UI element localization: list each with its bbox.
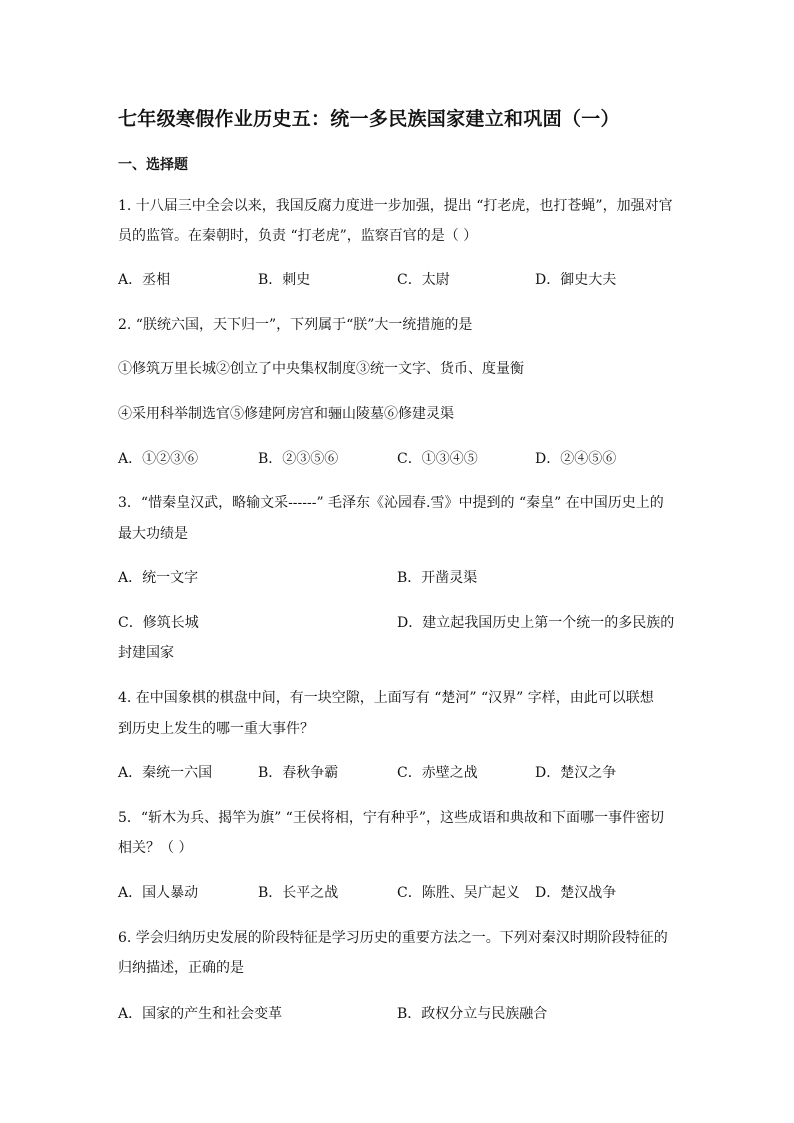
- question-2-option-a: A．①②③⑥: [118, 451, 199, 467]
- question-2-line-3: ④采用科举制选官⑤修建阿房宫和骊山陵墓⑥修建灵渠: [118, 406, 454, 422]
- question-1-option-b: B．刺史: [258, 272, 311, 288]
- question-3-line-1: 3．“惜秦皇汉武，略输文采------” 毛泽东《沁园春.雪》中提到的 “秦皇” 在中国历史上的: [118, 495, 664, 511]
- question-3-option-a: A．统一文字: [118, 570, 199, 586]
- question-3-line-2: 最大功绩是: [118, 526, 188, 542]
- document-title: 七年级寒假作业历史五：统一多民族国家建立和巩固（一）: [118, 108, 620, 130]
- question-6-option-a: A．国家的产生和社会变革: [118, 1006, 283, 1022]
- question-3-option-d-continuation: 封建国家: [118, 645, 174, 661]
- question-1-option-d: D．御史大夫: [535, 272, 617, 288]
- question-5-option-d: D．楚汉战争: [535, 885, 617, 901]
- question-2-line-2: ①修筑万里长城②创立了中央集权制度③统一文字、货币、度量衡: [118, 361, 524, 377]
- question-6-option-b: B．政权分立与民族融合: [397, 1006, 548, 1022]
- question-4-option-b: B．春秋争霸: [258, 765, 339, 781]
- question-2-option-c: C．①③④⑤: [397, 451, 478, 467]
- question-2-line-1: 2. “朕统六国，天下归一”，下列属于“朕”大一统措施的是: [118, 317, 473, 333]
- question-3-option-b: B．开凿灵渠: [397, 570, 478, 586]
- question-6-line-1: 6. 学会归纳历史发展的阶段特征是学习历史的重要方法之一。下列对秦汉时期阶段特征的: [118, 930, 668, 946]
- question-2-option-d: D．②④⑤⑥: [535, 451, 617, 467]
- question-1-option-a: A．丞相: [118, 272, 171, 288]
- question-5-option-a: A．国人暴动: [118, 885, 199, 901]
- section-heading: 一、选择题: [118, 157, 188, 173]
- question-1-line-1: 1. 十八届三中全会以来，我国反腐力度进一步加强，提出 “打老虎，也打苍蝇”，加强对官: [118, 198, 673, 214]
- question-3-option-c: C．修筑长城: [118, 615, 199, 631]
- question-6-line-2: 归纳描述，正确的是: [118, 960, 244, 976]
- question-5-option-b: B．长平之战: [258, 885, 339, 901]
- question-4-option-a: A．秦统一六国: [118, 765, 213, 781]
- question-4-line-2: 到历史上发生的哪一重大事件？: [118, 721, 314, 737]
- question-2-option-b: B．②③⑤⑥: [258, 451, 339, 467]
- question-3-option-d: D．建立起我国历史上第一个统一的多民族的: [397, 615, 675, 631]
- question-5-option-c: C．陈胜、吴广起义: [397, 885, 520, 901]
- question-4-option-c: C．赤壁之战: [397, 765, 478, 781]
- question-4-line-1: 4. 在中国象棋的棋盘中间，有一块空隙，上面写有 “楚河” “汉界” 字样，由此可以联想: [118, 690, 654, 706]
- question-5-line-2: 相关？（ ）: [118, 840, 193, 856]
- question-5-line-1: 5．“斩木为兵、揭竿为旗” “王侯将相，宁有种乎”，这些成语和典故和下面哪一事件密切: [118, 810, 664, 826]
- question-1-option-c: C．太尉: [397, 272, 450, 288]
- question-1-line-2: 员的监管。在秦朝时，负责 “打老虎”，监察百官的是（ ）: [118, 228, 478, 244]
- question-4-option-d: D．楚汉之争: [535, 765, 617, 781]
